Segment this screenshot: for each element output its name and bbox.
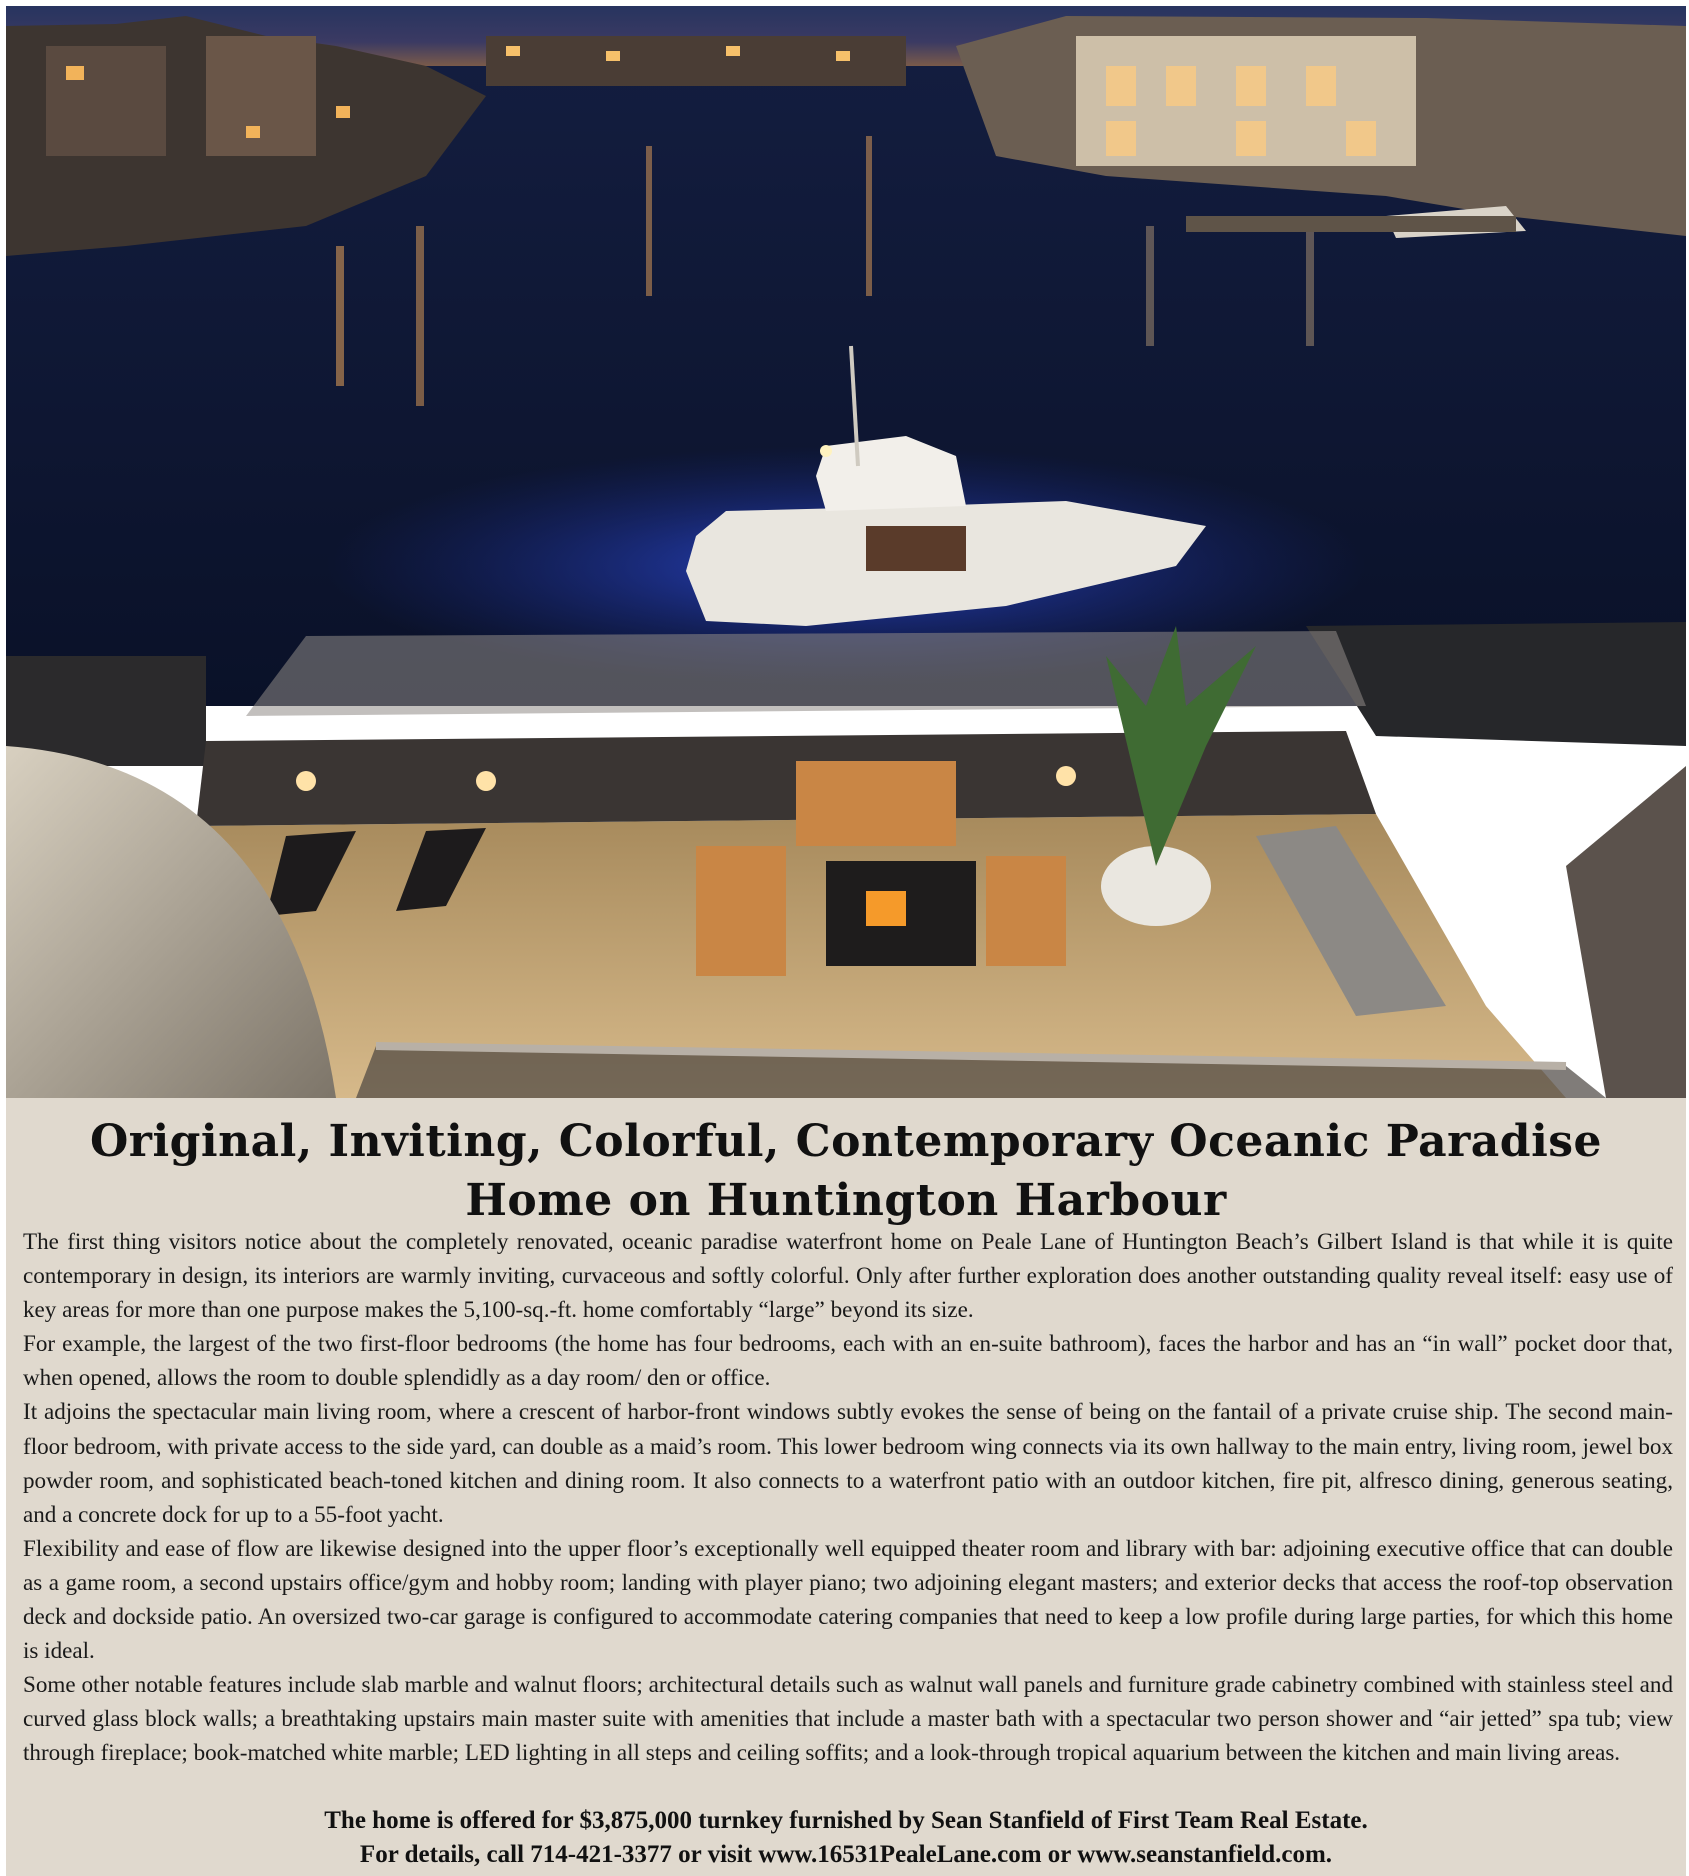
paragraph-4: Flexibility and ease of flow are likewise designed into the upper floor’s exceptionally well equipped theater room and library with bar: adjoining executive office that can double as a game room, a second upstairs office/gym and hobby room; landing with player piano; two adjoining elegant masters; and exterior decks that access the roof-top observation deck and dockside patio. An oversized two-car garage is configured to accommodate catering companies that need to keep a low profile during large parties, for which this home is ideal. [23, 1534, 1673, 1664]
paragraph-2: For example, the largest of the two first-floor bedrooms (the home has four bedrooms, each with an en-suite bathroom), faces the harbor and has an “in wall” pocket door that, when opened, allows the room to double splendidly as a day room/ den or office. [23, 1330, 1673, 1391]
article [6, 1098, 1686, 1876]
waterfront-yacht-photo-icon [6, 6, 1686, 1098]
offer-price-line: The home is offered for $3,875,000 turnkey furnished by Sean Stanfield of First Team Real Estate. [324, 1807, 1368, 1834]
headline-line-2: Home on Huntington Harbour [465, 1175, 1227, 1226]
offer-block [6, 1804, 1686, 1872]
headline [6, 1112, 1686, 1230]
paragraph-5: Some other notable features include slab marble and walnut floors; architectural details such as walnut wall panels and furniture grade cabinetry combined with stainless steel and curved glass block walls; a breathtaking upstairs main master suite with amenities that include a master bath with a spectacular two person shower and “air jetted” spa tub; view through fireplace; book-matched white marble; LED lighting in all steps and ceiling soffits; and a look-through tropical aquarium between the kitchen and main living areas. [23, 1671, 1673, 1766]
article-body [23, 1224, 1673, 1770]
headline-line-1: Original, Inviting, Colorful, Contemporary Oceanic Paradise [89, 1116, 1603, 1167]
paragraph-1: The first thing visitors notice about the completely renovated, oceanic paradise waterfront home on Peale Lane of Huntington Beach’s Gilbert Island is that while it is quite contemporary in design, its interiors are warmly inviting, curvaceous and softly colorful. Only after further exploration does another outstanding quality reveal itself: easy use of key areas for more than one purpose makes the 5,100-sq.-ft. home comfortably “large” beyond its size. [23, 1228, 1673, 1323]
offer-contact-line: For details, call 714-421-3377 or visit www.16531PealeLane.com or www.seanstanfield.com. [359, 1841, 1333, 1868]
property-photo [6, 6, 1686, 1098]
paragraph-3: It adjoins the spectacular main living room, where a crescent of harbor-front windows subtly evokes the sense of being on the fantail of a private cruise ship. The second main-floor bedroom, with private access to the side yard, can double as a maid’s room. This lower bedroom wing connects via its own hallway to the main entry, living room, jewel box powder room, and sophisticated beach-toned kitchen and dining room. It also connects to a waterfront patio with an outdoor kitchen, fire pit, alfresco dining, generous seating, and a concrete dock for up to a 55-foot yacht. [23, 1398, 1673, 1527]
